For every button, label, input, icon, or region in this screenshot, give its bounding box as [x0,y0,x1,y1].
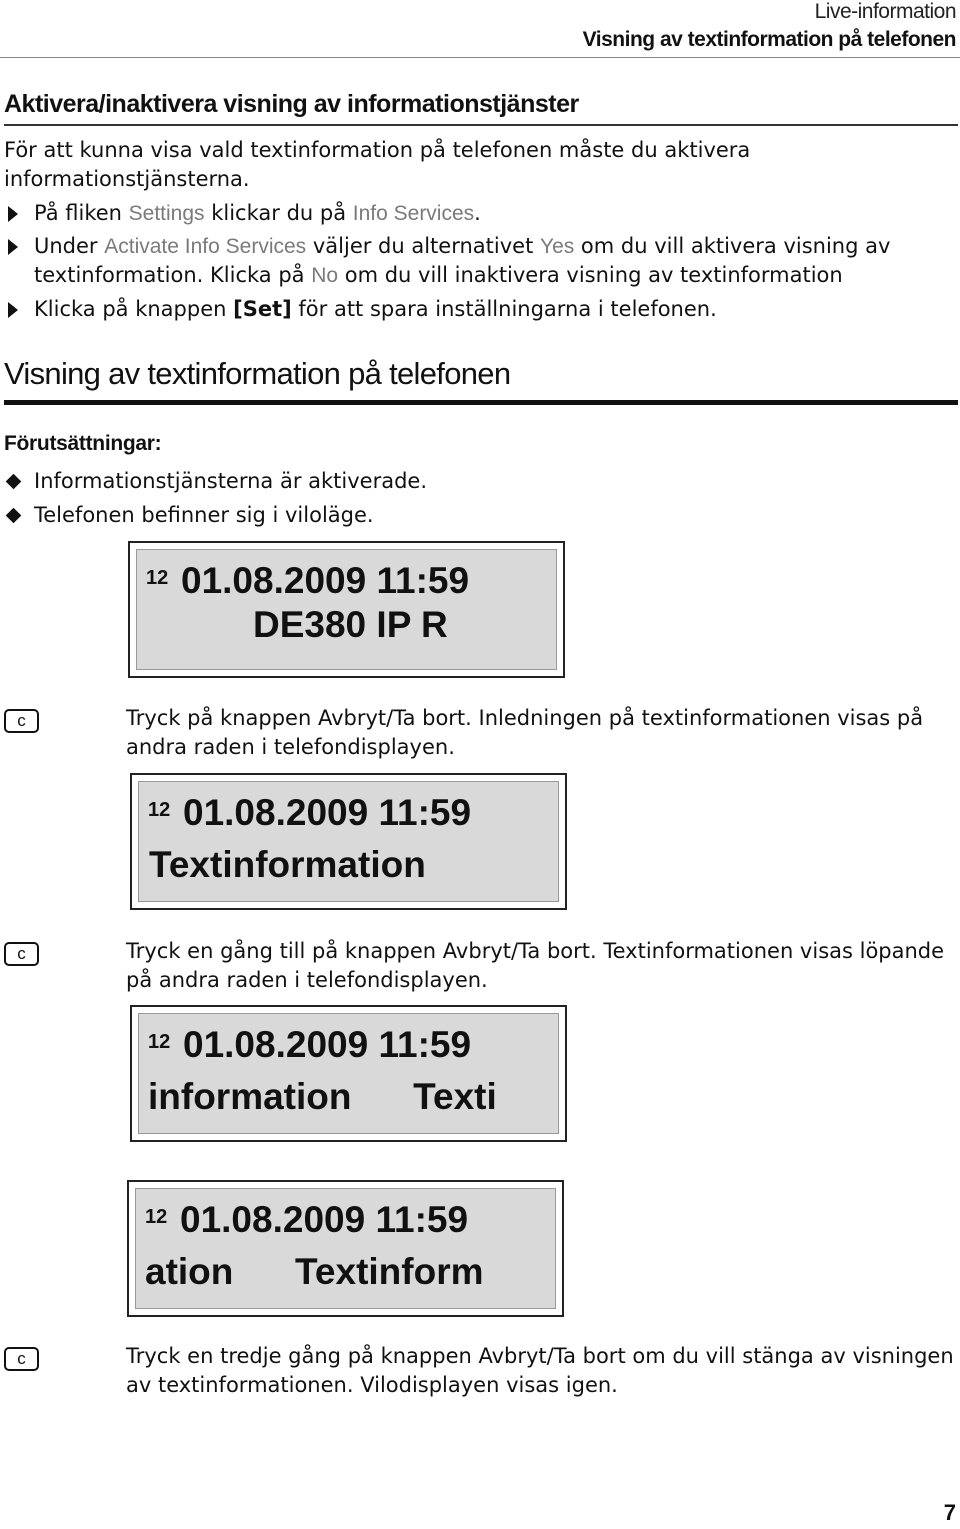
phone-display-screen [138,781,559,902]
signal-strength-icon: 12 [148,1031,171,1053]
running-header-subsection: Visning av textinformation på telefonen [582,28,956,51]
phone-display-scrolling-1 [130,1005,567,1142]
page-number: 7 [943,1500,956,1525]
section-title-activate: Aktivera/inaktivera visning av informationstjänster [4,90,579,118]
running-header-section: Live-information [814,0,956,23]
step-description-2: Tryck en gång till på knappen Avbryt/Ta bort. Textinformationen visas löpande på andra raden i telefondisplayen. [126,939,945,992]
step-bullet-2 [8,239,18,255]
intro-paragraph: För att kunna visa vald textinformation på telefonen måste du aktivera informationstjänsterna. [4,138,751,191]
section-rule-heavy [4,400,958,405]
ui-term-no: No [311,264,339,287]
signal-strength-icon: 12 [145,1206,168,1228]
phone-display-screen [136,549,557,670]
prereq-bullet-1 [6,474,22,490]
display-line-2: ation Textinform [145,1251,484,1292]
section-title-display: Visning av textinformation på telefonen [4,356,511,391]
prerequisites-title: Förutsättningar: [4,432,162,455]
phone-display-idle [128,541,565,678]
ui-term-activate-info-services: Activate Info Services [104,235,307,258]
step-description-1: Tryck på knappen Avbryt/Ta bort. Inledningen på textinformationen visas på andra raden i telefondisplayen. [126,706,924,759]
step-text-2: Under Activate Info Services väljer du alternativet Yes om du vill aktivera visning av textinformation. Klicka på No om du vill inaktivera visning av textinformation [34,234,891,287]
step-text-1: På fliken Settings klickar du på Info Services. [34,201,481,225]
ui-term-set: [Set] [233,297,292,321]
prereq-text-2: Telefonen befinner sig i viloläge. [34,503,374,527]
display-line-1: 01.08.2009 11:59 [181,560,470,601]
display-line-1: 01.08.2009 11:59 [180,1199,469,1240]
ui-term-yes: Yes [539,235,575,258]
cancel-key-icon: c [4,942,39,966]
header-rule [0,57,960,58]
prereq-text-1: Informationstjänsterna är aktiverade. [34,469,428,493]
phone-display-scrolling-2 [127,1180,564,1317]
display-line-2: information Texti [148,1076,497,1117]
prereq-bullet-2 [6,508,22,524]
signal-strength-icon: 12 [146,567,169,589]
cancel-key-icon: c [4,709,39,733]
signal-strength-icon: 12 [148,799,171,821]
display-line-1: 01.08.2009 11:59 [183,1024,472,1065]
display-line-1: 01.08.2009 11:59 [183,792,472,833]
ui-term-info-services: Info Services [352,202,475,225]
step-bullet-3 [8,302,18,318]
cancel-key-icon: c [4,1347,39,1371]
step-bullet-1 [8,206,18,222]
step-description-3: Tryck en tredje gång på knappen Avbryt/Ta bort om du vill stänga av visningen av textinformationen. Vilodisplayen visas igen. [126,1344,954,1397]
ui-term-settings: Settings [128,202,205,225]
display-line-2: Textinformation [149,844,426,885]
phone-display-text-start [130,773,567,910]
section-rule [4,124,958,126]
phone-display-screen [135,1188,556,1309]
phone-display-screen [138,1013,559,1134]
step-text-3: Klicka på knappen [Set] för att spara inställningarna i telefonen. [34,297,717,321]
display-line-2: DE380 IP R [253,604,448,645]
